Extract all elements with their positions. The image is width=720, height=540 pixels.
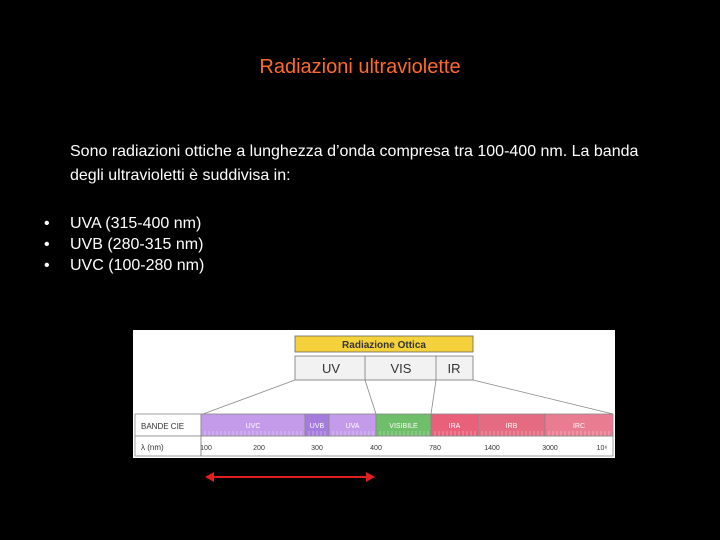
expansion-line — [203, 380, 295, 414]
wavelength-label: 3000 — [542, 445, 558, 452]
list-item — [44, 255, 204, 276]
band-label: UVA — [345, 423, 360, 430]
band-label: VISIBILE — [389, 423, 418, 430]
wavelength-label: 300 — [311, 445, 323, 452]
row-label-lambda: λ (nm) — [141, 443, 164, 452]
spectrum-diagram — [133, 330, 615, 458]
arrow-head-left — [205, 472, 214, 482]
list-item-text: UVA (315-400 nm) — [70, 215, 202, 232]
bullet-marker: • — [44, 257, 50, 274]
wavelength-label: 400 — [370, 445, 382, 452]
bullet-marker: • — [44, 215, 50, 232]
bullet-marker: • — [44, 236, 50, 253]
row-label-bands: BANDE CIE — [141, 422, 185, 431]
expansion-line — [365, 380, 376, 414]
expansion-line — [473, 380, 613, 414]
arrow-head-right — [366, 472, 375, 482]
top-band-ir: IR — [447, 361, 461, 376]
uv-range-arrow — [205, 470, 375, 484]
top-band-vis: VIS — [390, 361, 412, 376]
band-label: IRA — [448, 423, 461, 430]
top-band-uv: UV — [321, 361, 341, 376]
slide-title: Radiazioni ultraviolette — [259, 56, 461, 78]
expansion-line — [431, 380, 436, 414]
list-item — [44, 234, 204, 255]
intro-text: Sono radiazioni ottiche a lunghezza d’onda compresa tra 100-400 nm. La banda degli ultravioletti è suddivisa in: — [70, 143, 639, 184]
list-item-text: UVC (100-280 nm) — [70, 257, 205, 274]
wavelength-label: 10⁶ — [596, 445, 608, 452]
wavelength-label: 100 — [200, 445, 212, 452]
band-label: IRC — [572, 423, 586, 430]
band-cells — [201, 414, 613, 436]
uv-band-list — [44, 213, 204, 276]
list-item-text: UVB (280-315 nm) — [70, 236, 204, 253]
band-label: IRB — [505, 423, 518, 430]
wavelength-labels — [200, 445, 607, 452]
list-item — [44, 213, 204, 234]
band-label: UVB — [309, 423, 325, 430]
header-label: Radiazione Ottica — [342, 340, 426, 351]
spectrum-figure — [133, 330, 615, 458]
wavelength-label: 200 — [253, 445, 265, 452]
wavelength-label: 780 — [429, 445, 441, 452]
wavelength-label: 1400 — [484, 445, 500, 452]
band-label: UVC — [245, 423, 261, 430]
